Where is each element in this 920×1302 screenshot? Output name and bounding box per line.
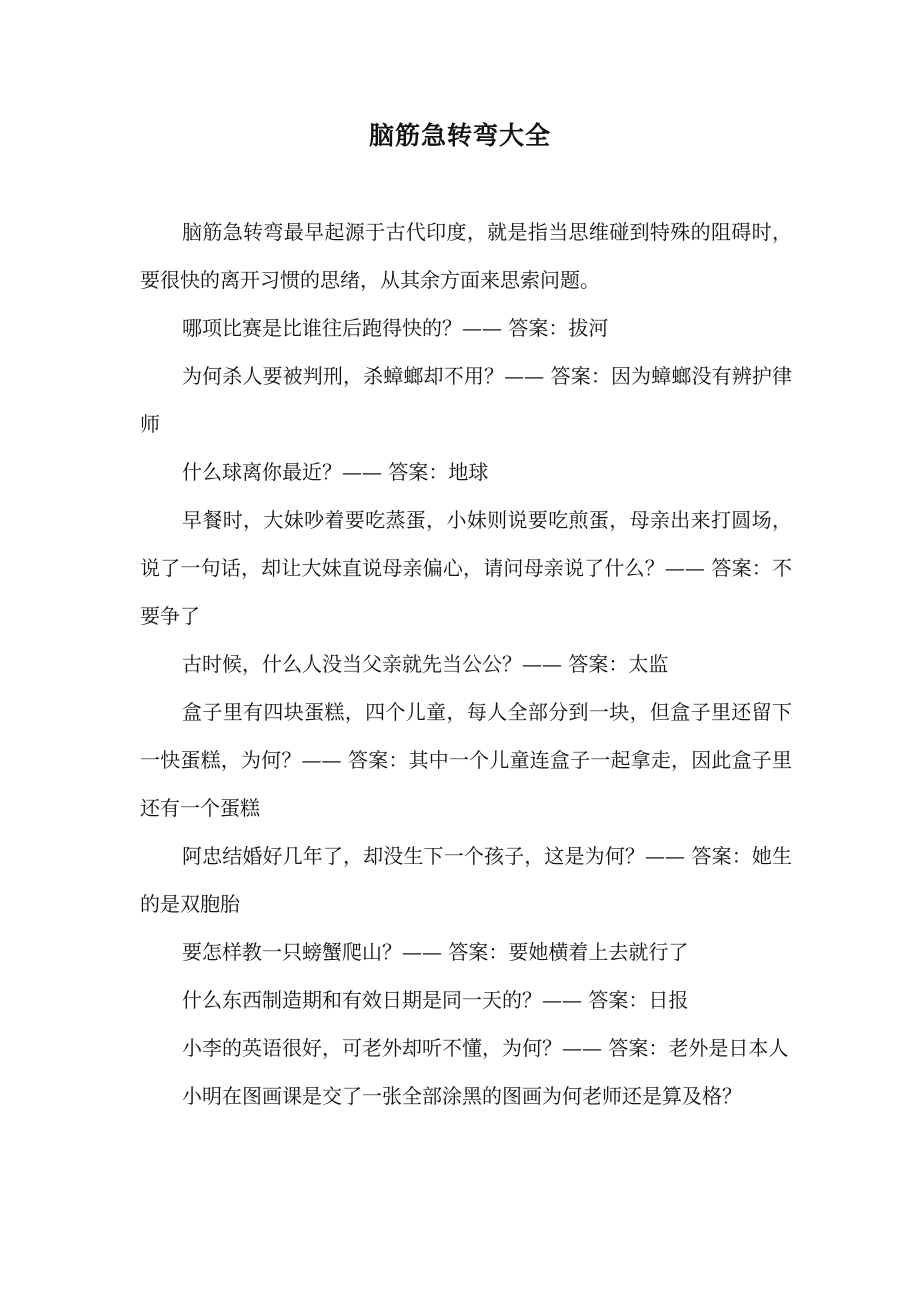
intro-paragraph: 脑筋急转弯最早起源于古代印度，就是指当思维碰到特殊的阻碍时，要很快的离开习惯的思绪，从其余方面来思索问题。 (140, 220, 792, 292)
riddle-paragraph: 早餐时，大妹吵着要吃蒸蛋，小妹则说要吃煎蛋，母亲出来打圆场，说了一句话，却让大妹直说母亲偏心，请问母亲说了什么？—— 答案：不要争了 (140, 508, 792, 628)
document-title: 脑筋急转弯大全 (368, 121, 551, 150)
riddle-paragraph: 什么球离你最近？—— 答案：地球 (182, 460, 489, 484)
riddle-paragraph: 哪项比赛是比谁往后跑得快的？—— 答案：拔河 (182, 316, 609, 340)
riddle-paragraph: 为何杀人要被判刑，杀蟑螂却不用？—— 答案：因为蟑螂没有辨护律师 (140, 364, 792, 436)
riddle-paragraph: 阿忠结婚好几年了，却没生下一个孩子，这是为何？—— 答案：她生的是双胞胎 (140, 844, 792, 916)
riddle-paragraph: 小李的英语很好，可老外却听不懂，为何？—— 答案：老外是日本人 (182, 1036, 789, 1060)
document-body (140, 208, 792, 1120)
riddle-paragraph: 什么东西制造期和有效日期是同一天的？—— 答案：日报 (182, 988, 689, 1012)
riddle-paragraph: 要怎样教一只螃蟹爬山？—— 答案：要她横着上去就行了 (182, 940, 689, 964)
riddle-paragraph: 小明在图画课是交了一张全部涂黑的图画为何老师还是算及格？ (182, 1084, 742, 1108)
riddle-paragraph: 盒子里有四块蛋糕，四个儿童，每人全部分到一块，但盒子里还留下一快蛋糕，为何？—— 答案：其中一个儿童连盒子一起拿走，因此盒子里还有一个蛋糕 (140, 700, 792, 820)
riddle-paragraph: 古时候，什么人没当父亲就先当公公？—— 答案：太监 (182, 652, 669, 676)
